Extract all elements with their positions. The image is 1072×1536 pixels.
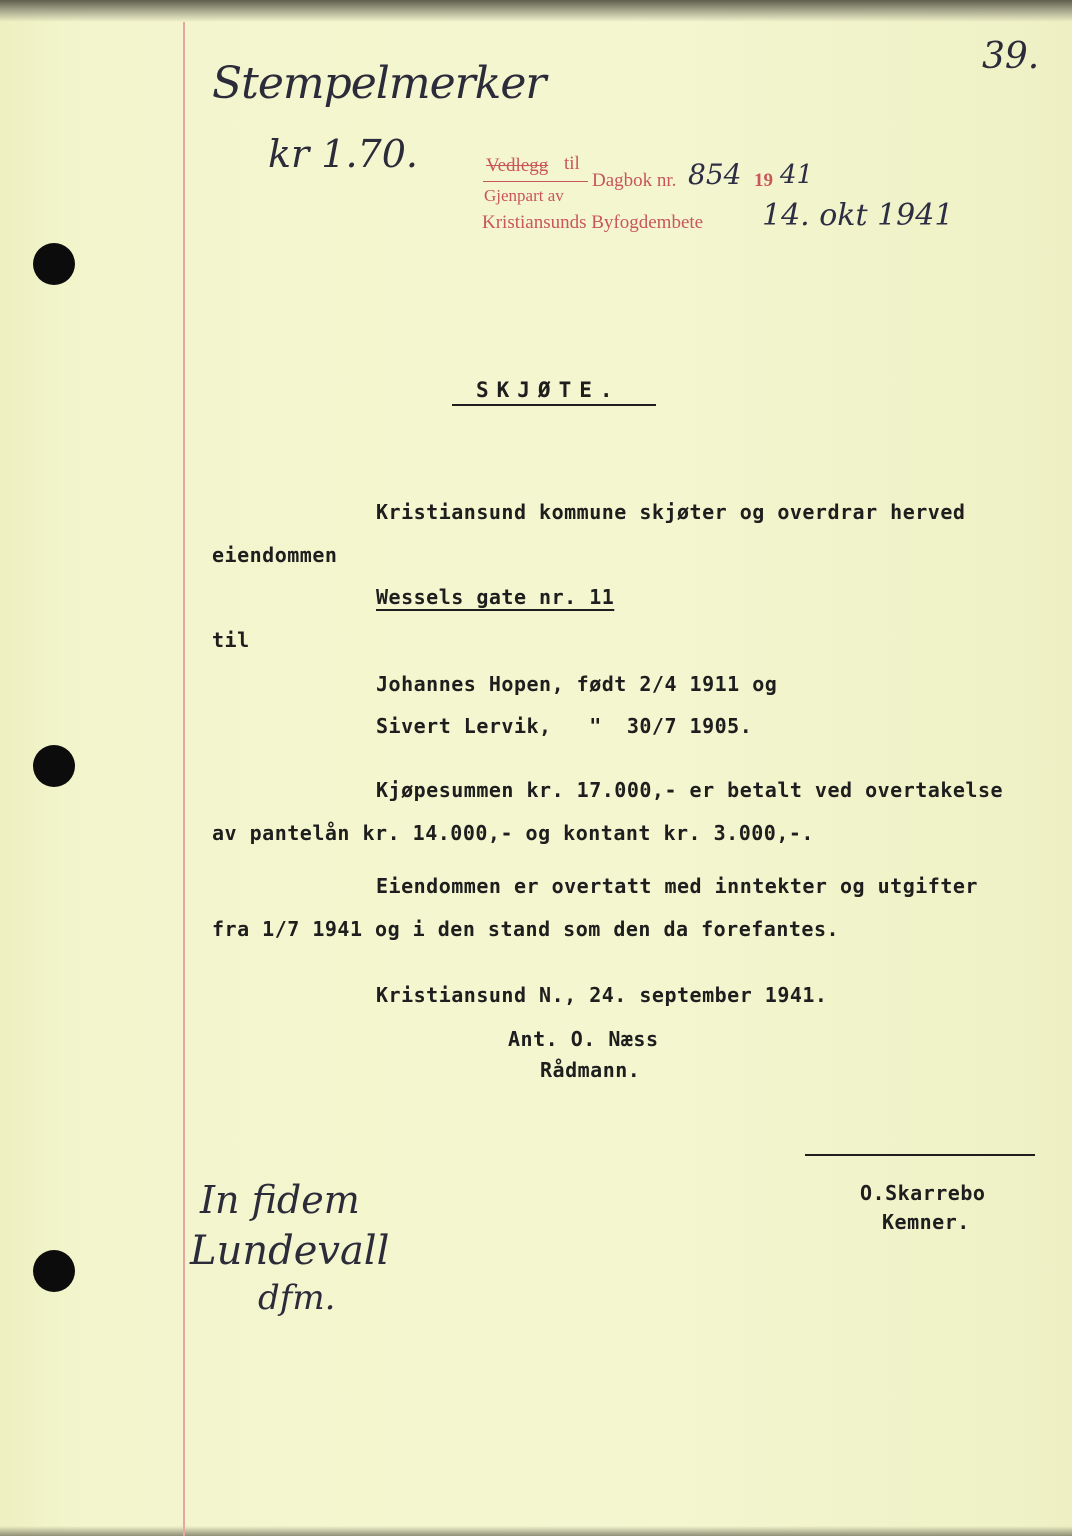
scan-top-edge bbox=[0, 0, 1072, 22]
margin-rule bbox=[183, 22, 185, 1536]
handwritten-signature-name: Lundevall bbox=[190, 1228, 390, 1274]
takeover-line1: Eiendommen er overtatt med inntekter og utgifter bbox=[376, 874, 978, 898]
property-address: Wessels gate nr. 11 bbox=[376, 585, 615, 609]
price-line1: Kjøpesummen kr. 17.000,- er betalt ved overtakelse bbox=[376, 778, 1004, 802]
stamp-office: Kristiansunds Byfogdembete bbox=[482, 212, 704, 233]
second-signer-name: O.Skarrebo bbox=[860, 1181, 986, 1205]
buyer-1: Johannes Hopen, født 2/4 1911 og bbox=[376, 672, 778, 696]
punch-hole-top bbox=[33, 243, 75, 285]
place-date: Kristiansund N., 24. september 1941. bbox=[376, 983, 828, 1007]
stamp-dagbok-number: 854 bbox=[688, 158, 742, 191]
stamp-gjenpart: Gjenpart av bbox=[484, 186, 564, 205]
signature-rule bbox=[805, 1154, 1035, 1156]
stamp-dagbok-label: Dagbok nr. bbox=[592, 170, 677, 191]
til-text: til bbox=[212, 628, 250, 652]
stamp-year-suffix: 41 bbox=[780, 160, 814, 190]
page-number: 39. bbox=[982, 36, 1040, 77]
stamp-til: til bbox=[564, 153, 580, 174]
price-line2: av pantelån kr. 14.000,- og kontant kr. 3.000,-. bbox=[212, 821, 814, 845]
handwritten-stamp-duty-label: Stempelmerker bbox=[212, 58, 546, 109]
handwritten-signature-title: dfm. bbox=[258, 1278, 336, 1318]
takeover-line2: fra 1/7 1941 og i den stand som den da forefantes. bbox=[212, 917, 840, 941]
document-title: SKJØTE. bbox=[476, 378, 621, 402]
stamp-divider bbox=[483, 181, 588, 182]
handwritten-in-fidem: In fidem bbox=[200, 1178, 360, 1222]
punch-hole-middle bbox=[33, 745, 75, 787]
title-underline bbox=[452, 404, 656, 406]
stamp-date: 14. okt 1941 bbox=[762, 198, 954, 233]
scan-bottom-edge bbox=[0, 1526, 1072, 1536]
stamp-year-prefix: 19 bbox=[754, 170, 773, 191]
handwritten-stamp-duty-amount: kr 1.70. bbox=[268, 132, 418, 176]
punch-hole-bottom bbox=[33, 1250, 75, 1292]
second-signer-title: Kemner. bbox=[882, 1210, 970, 1234]
buyer-2: Sivert Lervik, " 30/7 1905. bbox=[376, 714, 753, 738]
paragraph1-line2: eiendommen bbox=[212, 543, 338, 567]
stamp-vedlegg: Vedlegg bbox=[486, 155, 549, 176]
paragraph1-line1: Kristiansund kommune skjøter og overdrar herved bbox=[376, 500, 966, 524]
signer-title: Rådmann. bbox=[540, 1058, 641, 1082]
signer-name: Ant. O. Næss bbox=[508, 1027, 659, 1051]
